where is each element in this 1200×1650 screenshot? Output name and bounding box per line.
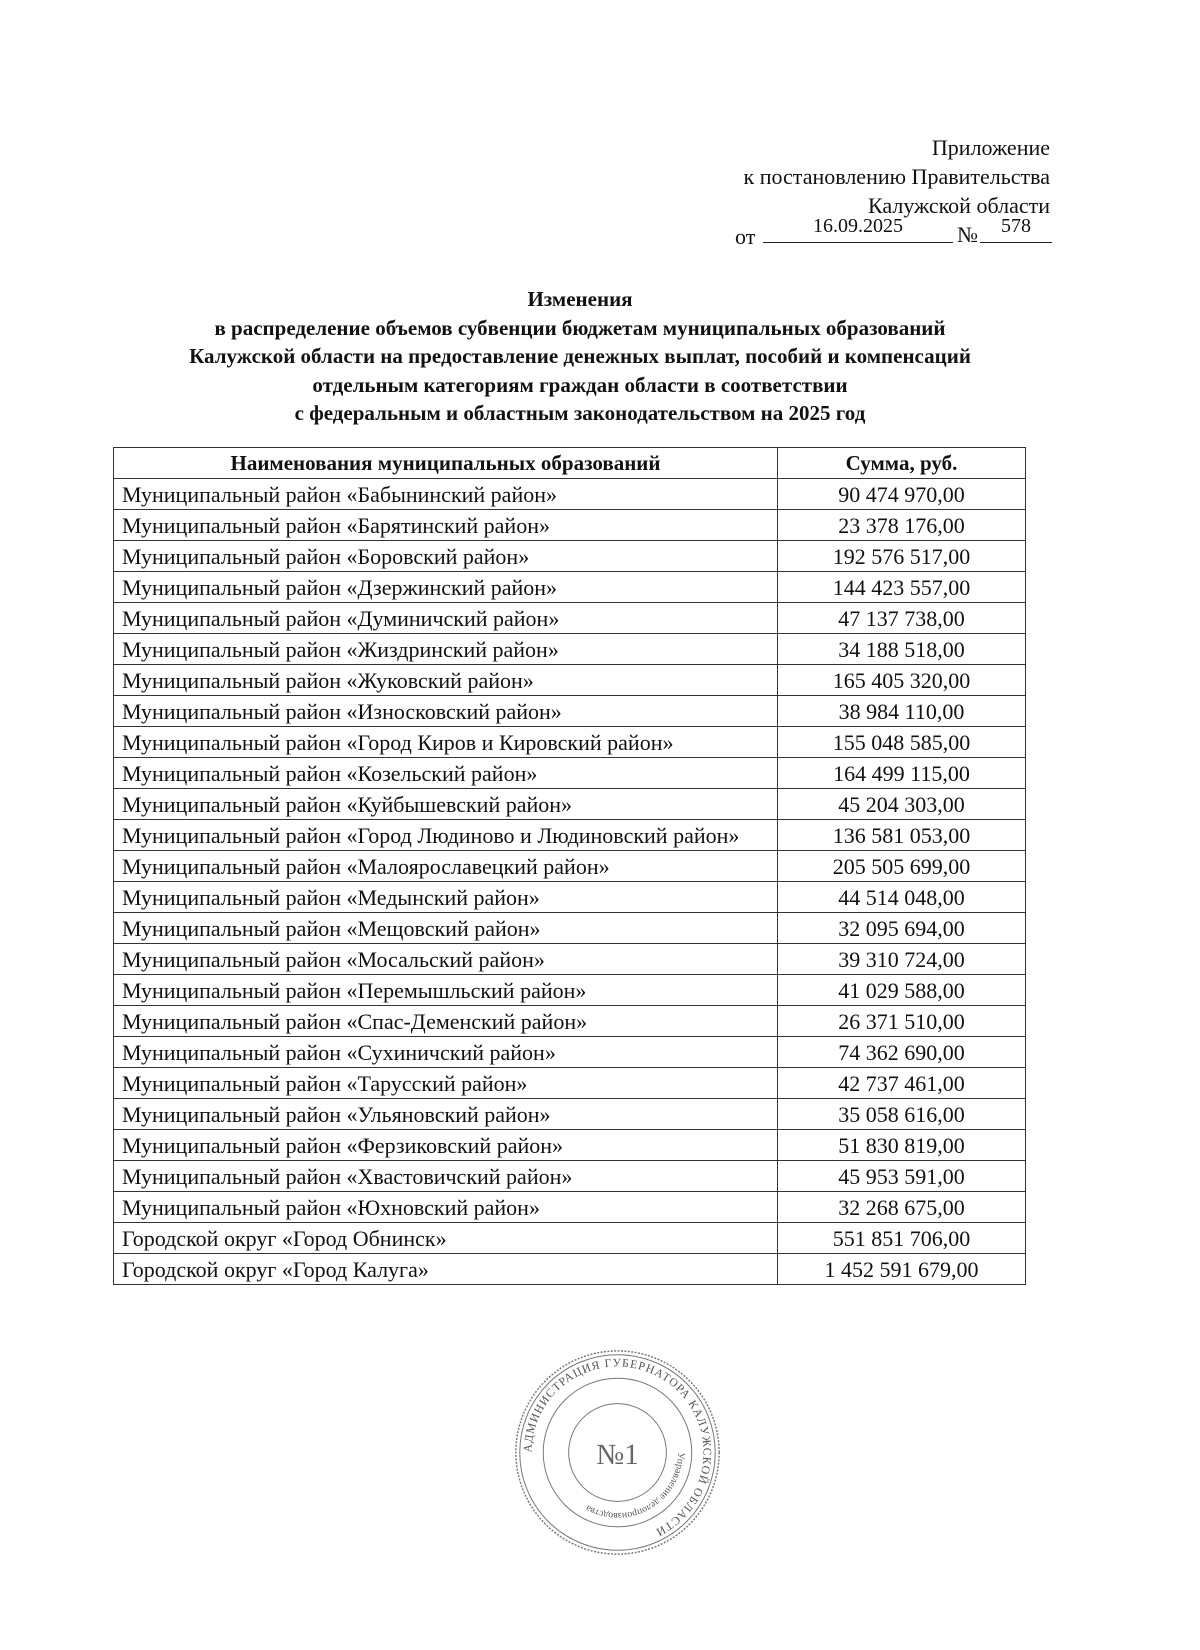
subvention-sum: 551 851 706,00	[778, 1223, 1026, 1254]
subvention-sum: 205 505 699,00	[778, 851, 1026, 882]
subvention-sum: 42 737 461,00	[778, 1068, 1026, 1099]
appendix-region: Калужской области	[868, 193, 1050, 218]
subvention-sum: 90 474 970,00	[778, 479, 1026, 510]
table-row	[114, 634, 1026, 665]
table-row	[114, 665, 1026, 696]
table-row	[114, 541, 1026, 572]
municipality-name: Муниципальный район «Тарусский район»	[114, 1068, 778, 1099]
title-line: Калужской области на предоставление денежных выплат, пособий и компенсаций	[189, 344, 971, 368]
table-row	[114, 975, 1026, 1006]
table-row	[114, 479, 1026, 510]
municipality-name: Городской округ «Город Калуга»	[114, 1254, 778, 1285]
table-row	[114, 944, 1026, 975]
municipality-name: Муниципальный район «Жиздринский район»	[114, 634, 778, 665]
municipality-name: Муниципальный район «Юхновский район»	[114, 1192, 778, 1223]
municipality-name: Муниципальный район «Ульяновский район»	[114, 1099, 778, 1130]
municipality-name: Муниципальный район «Хвастовичский район»	[114, 1161, 778, 1192]
subvention-sum: 45 953 591,00	[778, 1161, 1026, 1192]
table-row	[114, 1223, 1026, 1254]
table-row	[114, 882, 1026, 913]
table-row	[114, 727, 1026, 758]
table-row	[114, 1130, 1026, 1161]
table-header-row	[114, 448, 1026, 479]
municipality-name: Муниципальный район «Спас-Деменский район»	[114, 1006, 778, 1037]
subvention-sum: 35 058 616,00	[778, 1099, 1026, 1130]
number-prefix: №	[957, 222, 978, 247]
table-row	[114, 510, 1026, 541]
table-row	[114, 696, 1026, 727]
subvention-sum: 51 830 819,00	[778, 1130, 1026, 1161]
subvention-sum: 41 029 588,00	[778, 975, 1026, 1006]
subvention-sum: 34 188 518,00	[778, 634, 1026, 665]
municipality-name: Муниципальный район «Износковский район»	[114, 696, 778, 727]
subvention-sum: 39 310 724,00	[778, 944, 1026, 975]
municipality-name: Муниципальный район «Город Людиново и Людиновский район»	[114, 820, 778, 851]
table-row	[114, 1161, 1026, 1192]
column-header-sum: Сумма, руб.	[778, 448, 1026, 479]
table-row	[114, 1068, 1026, 1099]
table-row	[114, 758, 1026, 789]
subvention-sum: 165 405 320,00	[778, 665, 1026, 696]
municipality-name: Муниципальный район «Малоярославецкий район»	[114, 851, 778, 882]
subvention-sum: 45 204 303,00	[778, 789, 1026, 820]
municipality-name: Муниципальный район «Козельский район»	[114, 758, 778, 789]
appendix-header	[744, 133, 1050, 220]
subvention-sum: 136 581 053,00	[778, 820, 1026, 851]
municipality-name: Муниципальный район «Город Киров и Кировский район»	[114, 727, 778, 758]
appendix-label: Приложение	[931, 135, 1050, 160]
seal-outer-text: АДМИНИСТРАЦИЯ ГУБЕРНАТОРА КАЛУЖСКОЙ ОБЛАСТИ	[521, 1356, 714, 1539]
table-row	[114, 1006, 1026, 1037]
subvention-sum: 44 514 048,00	[778, 882, 1026, 913]
municipality-name: Муниципальный район «Барятинский район»	[114, 510, 778, 541]
municipality-name: Муниципальный район «Мосальский район»	[114, 944, 778, 975]
table-row	[114, 820, 1026, 851]
municipality-name: Муниципальный район «Ферзиковский район»	[114, 1130, 778, 1161]
subvention-sum: 74 362 690,00	[778, 1037, 1026, 1068]
table-row	[114, 1192, 1026, 1223]
resolution-number: 578	[980, 218, 1052, 243]
municipality-name: Муниципальный район «Жуковский район»	[114, 665, 778, 696]
municipality-name: Муниципальный район «Медынский район»	[114, 882, 778, 913]
municipality-name: Городской округ «Город Обнинск»	[114, 1223, 778, 1254]
subvention-sum: 144 423 557,00	[778, 572, 1026, 603]
date-prefix: от	[735, 224, 756, 249]
table-row	[114, 1099, 1026, 1130]
table-row	[114, 851, 1026, 882]
table-row	[114, 789, 1026, 820]
subvention-sum: 192 576 517,00	[778, 541, 1026, 572]
municipality-name: Муниципальный район «Дзержинский район»	[114, 572, 778, 603]
municipality-name: Муниципальный район «Перемышльский район»	[114, 975, 778, 1006]
subvention-sum: 32 268 675,00	[778, 1192, 1026, 1223]
municipality-name: Муниципальный район «Сухиничский район»	[114, 1037, 778, 1068]
document-title	[100, 285, 1060, 428]
subvention-sum: 47 137 738,00	[778, 603, 1026, 634]
municipality-name: Муниципальный район «Бабынинский район»	[114, 479, 778, 510]
official-seal	[510, 1345, 725, 1560]
resolution-date-number	[735, 215, 1055, 249]
subvention-sum: 32 095 694,00	[778, 913, 1026, 944]
table-row	[114, 603, 1026, 634]
title-line: Изменения	[527, 287, 633, 311]
subvention-sum: 23 378 176,00	[778, 510, 1026, 541]
title-line: отдельным категориям граждан области в соответствии	[312, 372, 848, 397]
table-row	[114, 1037, 1026, 1068]
table-row	[114, 1254, 1026, 1285]
municipality-name: Муниципальный район «Куйбышевский район»	[114, 789, 778, 820]
allocation-table	[113, 447, 1026, 1285]
table-row	[114, 913, 1026, 944]
municipality-name: Муниципальный район «Боровский район»	[114, 541, 778, 572]
table-row	[114, 572, 1026, 603]
subvention-sum: 38 984 110,00	[778, 696, 1026, 727]
municipality-name: Муниципальный район «Мещовский район»	[114, 913, 778, 944]
appendix-resolution: к постановлению Правительства	[743, 164, 1050, 189]
title-line: с федеральным и областным законодательством на 2025 год	[294, 401, 866, 425]
subvention-sum: 26 371 510,00	[778, 1006, 1026, 1037]
subvention-sum: 164 499 115,00	[778, 758, 1026, 789]
resolution-date: 16.09.2025	[763, 218, 953, 243]
column-header-name: Наименования муниципальных образований	[114, 448, 778, 479]
title-line: в распределение объемов субвенции бюджетам муниципальных образований	[214, 315, 946, 340]
municipality-name: Муниципальный район «Думиничский район»	[114, 603, 778, 634]
seal-number: №1	[596, 1439, 639, 1472]
seal-inner-text: Управление делопроизводства	[583, 1452, 687, 1522]
subvention-sum: 155 048 585,00	[778, 727, 1026, 758]
subvention-sum: 1 452 591 679,00	[778, 1254, 1026, 1285]
